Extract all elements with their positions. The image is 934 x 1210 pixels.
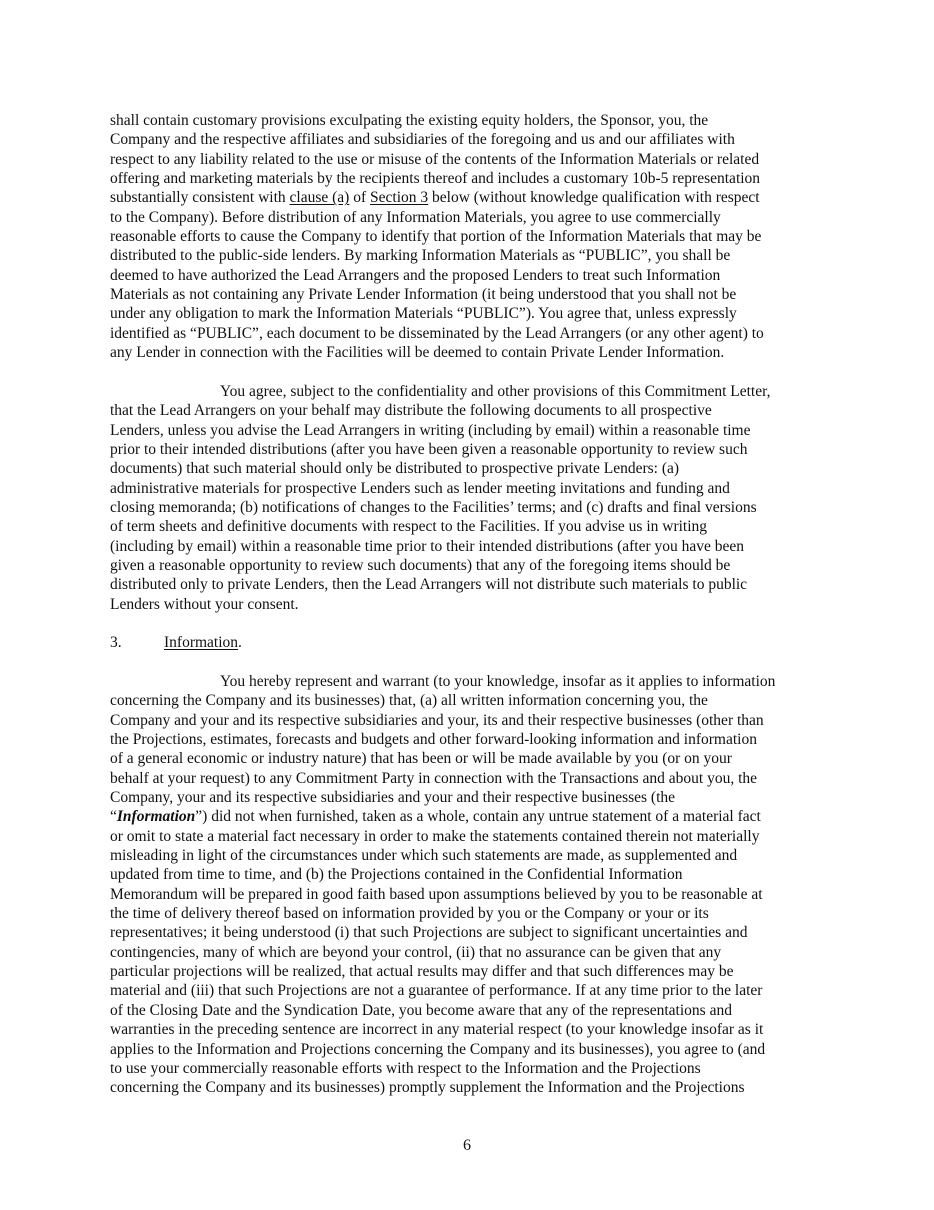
paragraph-representations — [110, 672, 826, 1098]
text-line: the Projections, estimates, forecasts and budgets and other forward-looking information and information — [110, 731, 757, 748]
text-line: misleading in light of the circumstances under which such statements are made, as supplemented and — [110, 847, 738, 865]
text-line: that the Lead Arrangers on your behalf may distribute the following documents to all prospective — [110, 402, 712, 420]
text-line: shall contain customary provisions exculpating the existing equity holders, the Sponsor, you, the — [110, 112, 709, 129]
text-line: concerning the Company and its businesses) promptly supplement the Information and the Projections — [110, 1079, 745, 1097]
text-line: respect to any liability related to the use or misuse of the contents of the Information Materials or related — [110, 150, 760, 168]
text-line: (including by email) within a reasonable time prior to their intended distributions (after you have been — [110, 537, 745, 555]
text-line: contingencies, many of which are beyond your control, (ii) that no assurance can be given that any — [110, 943, 722, 961]
paragraph-spacer — [110, 362, 826, 381]
text-fragment: ”) did not when furnished, taken as a whole, contain any untrue statement of a material fact — [195, 808, 761, 826]
text-line: any Lender in connection with the Facilities will be deemed to contain Private Lender Information. — [110, 344, 725, 362]
text-line: of the Closing Date and the Syndication Date, you become aware that any of the representations and — [110, 1001, 732, 1019]
text-line: material and (iii) that such Projections are not a guarantee of performance. If at any time prior to the later — [110, 982, 763, 1000]
text-line-defined-term — [110, 807, 826, 826]
text-line: concerning the Company and its businesses) that, (a) all written information concerning you, the — [110, 692, 708, 710]
text-line: Company and your and its respective subsidiaries and your, its and their respective businesses (other than — [110, 711, 764, 729]
text-line: applies to the Information and Projections concerning the Company and its businesses), you agree to (and — [110, 1040, 766, 1058]
text-line: reasonable efforts to cause the Company to identify that portion of the Information Materials that may be — [110, 228, 762, 246]
text-line: behalf at your request) to any Commitment Party in connection with the Transactions and about you, the — [110, 769, 758, 787]
text-line-indented: You agree, subject to the confidentiality and other provisions of this Commitment Letter, — [220, 382, 771, 400]
text-line: or omit to state a material fact necessary in order to make the statements contained therein not materially — [110, 827, 760, 845]
text-fragment: below (without knowledge qualification with respect — [428, 189, 760, 207]
section-number: 3. — [110, 634, 122, 652]
text-line: closing memoranda; (b) notifications of changes to the Facilities’ terms; and (c) drafts and final versions — [110, 498, 757, 516]
section-3-reference: Section 3 — [370, 189, 429, 207]
text-fragment: substantially consistent with — [110, 189, 290, 207]
text-line: Company, your and its respective subsidiaries and your and their respective businesses (the — [110, 789, 676, 807]
section-heading — [110, 633, 826, 652]
text-line: administrative materials for prospective Lenders such as lender meeting invitations and funding and — [110, 479, 730, 497]
text-line: distributed to the public-side lenders. By marking Information Materials as “PUBLIC”, you shall be — [110, 247, 731, 265]
open-quote: “ — [110, 808, 117, 826]
text-line: to use your commercially reasonable efforts with respect to the Information and the Projections — [110, 1059, 701, 1077]
text-line: Company and the respective affiliates and subsidiaries of the foregoing and us and our affiliates with — [110, 131, 735, 149]
text-line: of term sheets and definitive documents with respect to the Facilities. If you advise us in writing — [110, 518, 708, 536]
text-line: deemed to have authorized the Lead Arrangers and the proposed Lenders to treat such Information — [110, 266, 721, 284]
text-line-with-references — [110, 188, 826, 207]
text-line: particular projections will be realized, that actual results may differ and that such differences may be — [110, 963, 734, 981]
text-fragment: of — [349, 189, 371, 207]
text-line: distributed only to private Lenders, then the Lead Arrangers will not distribute such materials to public — [110, 576, 748, 594]
text-line: offering and marketing materials by the recipients thereof and includes a customary 10b-5 representation — [110, 170, 761, 188]
page-number: 6 — [463, 1137, 471, 1154]
text-line: identified as “PUBLIC”, each document to be disseminated by the Lead Arrangers (or any other agent) to — [110, 324, 764, 342]
text-line: warranties in the preceding sentence are incorrect in any material respect (to your knowledge insofar as it — [110, 1021, 764, 1039]
text-line: representatives; it being understood (i) that such Projections are subject to significant uncertainties and — [110, 924, 748, 942]
text-line: under any obligation to mark the Information Materials “PUBLIC”). You agree that, unless expressly — [110, 305, 737, 323]
paragraph-spacer — [110, 614, 826, 633]
document-page — [110, 111, 826, 1098]
text-line: the time of delivery thereof based on information provided by you or the Company or your or its — [110, 905, 709, 923]
text-line: Materials as not containing any Private Lender Information (it being understood that you shall not be — [110, 286, 737, 304]
text-line: Lenders, unless you advise the Lead Arrangers in writing (including by email) within a reasonable time — [110, 421, 751, 439]
text-line: Lenders without your consent. — [110, 595, 299, 613]
section-title: Information — [164, 634, 239, 652]
text-line: to the Company). Before distribution of any Information Materials, you agree to use commercially — [110, 208, 721, 226]
clause-a-reference: clause (a) — [289, 189, 350, 207]
paragraph-distribution — [110, 382, 826, 614]
text-line: prior to their intended distributions (after you have been given a reasonable opportunity to review such — [110, 440, 748, 458]
section-title-period: . — [238, 634, 242, 652]
defined-term-information: Information — [116, 808, 196, 826]
text-line: updated from time to time, and (b) the Projections contained in the Confidential Information — [110, 866, 683, 884]
text-line-indented: You hereby represent and warrant (to your knowledge, insofar as it applies to information — [220, 672, 776, 690]
text-line: documents) that such material should only be distributed to prospective private Lenders: (a) — [110, 460, 680, 478]
text-line: of a general economic or industry nature) that has been or will be made available by you (or on your — [110, 750, 732, 768]
paragraph-spacer — [110, 653, 826, 672]
paragraph-information-materials — [110, 111, 826, 362]
text-line: given a reasonable opportunity to review such documents) that any of the foregoing items should be — [110, 556, 731, 574]
text-line: Memorandum will be prepared in good faith based upon assumptions believed by you to be reasonable at — [110, 885, 763, 903]
